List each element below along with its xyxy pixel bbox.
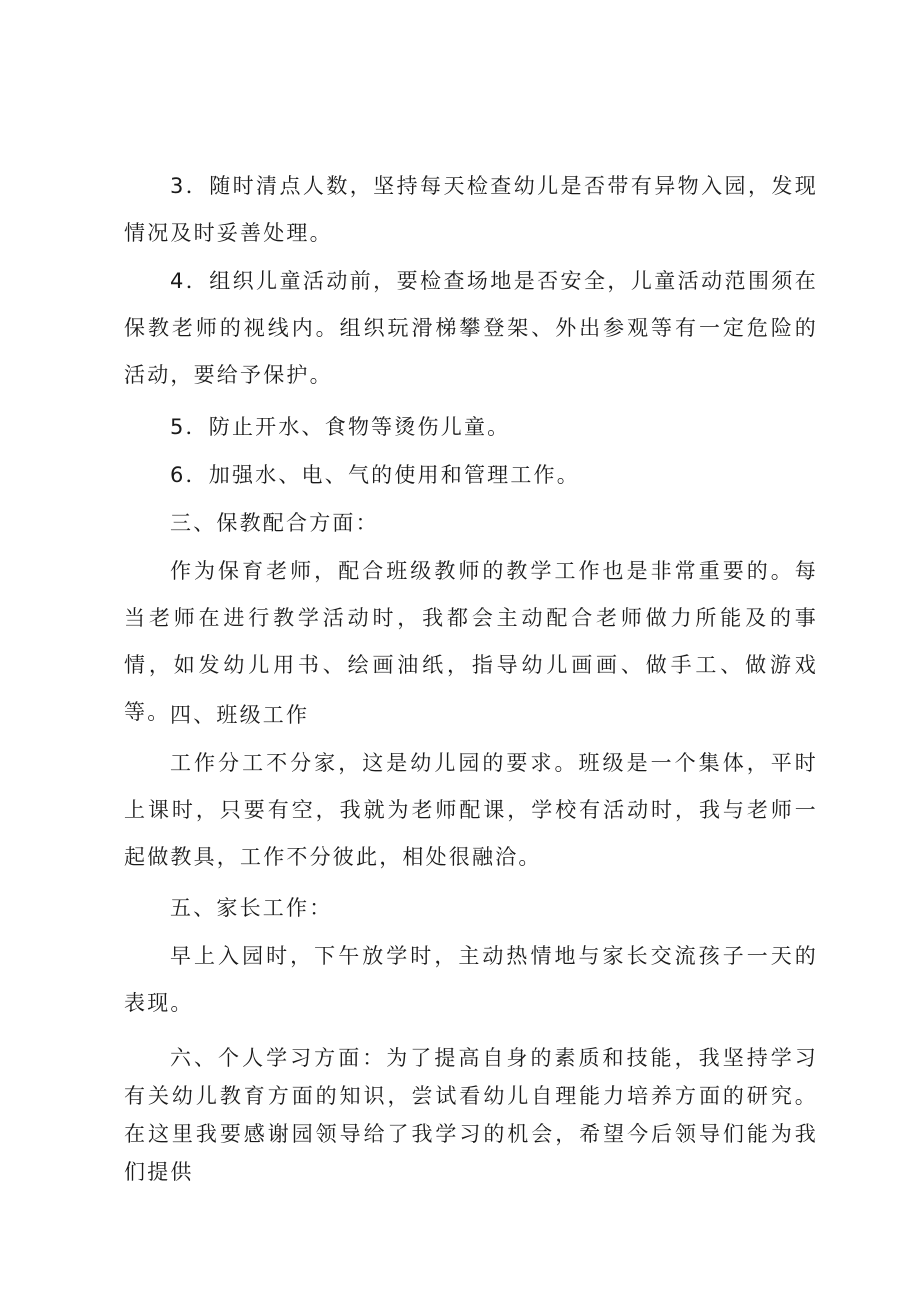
paragraph-section-3: 作为保育老师，配合班级教师的教学工作也是非常重要的。每当老师在进行教学活动时，我都会主动配合老师做力所能及的事情，如发幼儿用书、绘画油纸，指导幼儿画画、做手工、做游戏等。 (124, 559, 818, 724)
paragraph-item-4: 4．组织儿童活动前，要检查场地是否安全，儿童活动范围须在保教老师的视线内。组织玩滑梯攀登架、外出参观等有一定危险的活动，要给予保护。 (124, 269, 818, 387)
section-heading-3: 三、保教配合方面： (170, 511, 379, 535)
paragraph-section-5: 早上入园时，下午放学时，主动热情地与家长交流孩子一天的表现。 (124, 944, 818, 1015)
section-heading-5: 五、家长工作： (170, 896, 333, 920)
section-heading-4: 四、班级工作 (170, 703, 310, 727)
paragraph-section-4: 工作分工不分家，这是幼儿园的要求。班级是一个集体，平时上课时，只要有空，我就为老师配课，学校有活动时，我与老师一起做教具，工作不分彼此，相处很融洽。 (124, 751, 818, 869)
paragraph-item-5: 5．防止开水、食物等烫伤儿童。 (170, 415, 511, 439)
paragraph-section-6: 六、个人学习方面：为了提高自身的素质和技能，我坚持学习有关幼儿教育方面的知识，尝试看幼儿自理能力培养方面的研究。在这里我要感谢园领导给了我学习的机会，希望今后领导们能为我们提供 (124, 1046, 818, 1184)
paragraph-item-3: 3．随时清点人数，坚持每天检查幼儿是否带有异物入园，发现情况及时妥善处理。 (124, 174, 818, 245)
paragraph-item-6: 6．加强水、电、气的使用和管理工作。 (170, 463, 580, 487)
